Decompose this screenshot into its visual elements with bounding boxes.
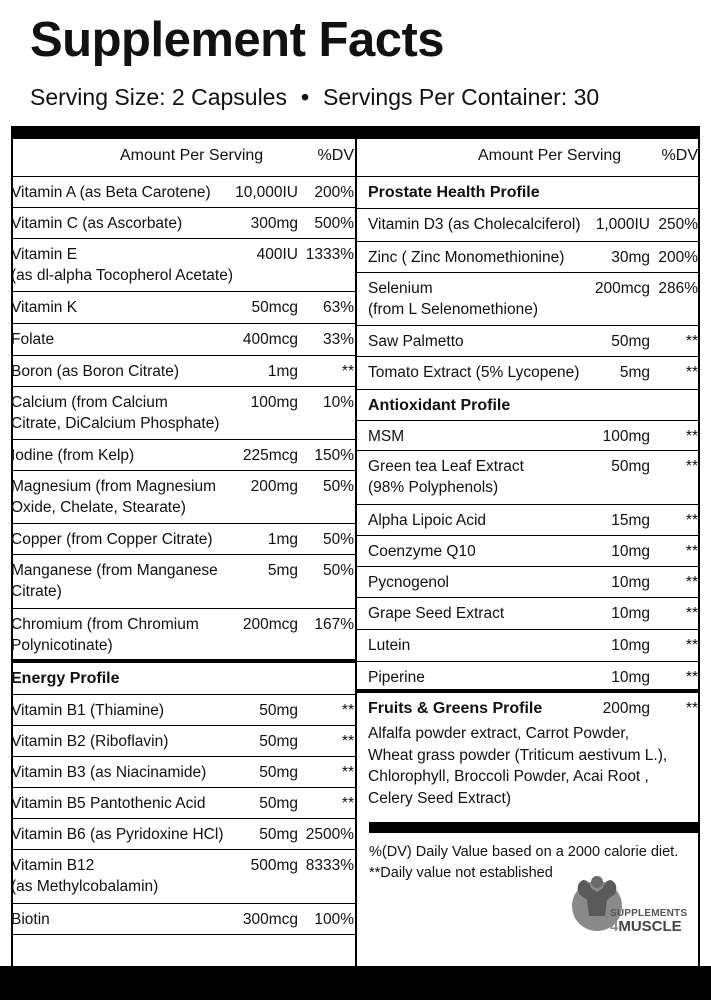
- logo-number: 4: [610, 918, 619, 935]
- left-nutrient-list: [11, 177, 355, 663]
- nutrient-dv: 100%: [314, 911, 354, 928]
- section-title: Antioxidant Profile: [368, 397, 511, 414]
- footnote-not-established: **Daily value not established: [369, 865, 553, 881]
- nutrient-name: Vitamin D3 (as Cholecalciferol): [368, 216, 581, 233]
- ingredient-line: Alfalfa powder extract, Carrot Powder,: [368, 725, 630, 742]
- nutrient-amount: 15mg: [611, 512, 650, 529]
- nutrient-amount: 10mg: [611, 605, 650, 622]
- nutrient-name: Calcium (from Calcium: [11, 394, 168, 411]
- nutrient-name: Chromium (from Chromium: [11, 616, 199, 633]
- section-title: Prostate Health Profile: [368, 184, 540, 201]
- nutrient-row: [357, 209, 700, 242]
- nutrient-dv: 8333%: [305, 857, 354, 874]
- nutrient-row: [357, 451, 700, 505]
- nutrient-row: [11, 757, 355, 788]
- nutrient-row: [11, 471, 355, 524]
- prostate-profile-heading: [357, 177, 700, 209]
- fruits-greens-block: [357, 693, 700, 819]
- nutrient-row: [357, 326, 700, 357]
- nutrient-name: Folate: [11, 331, 55, 348]
- logo-text-top: SUPPLEMENTS: [610, 908, 688, 919]
- nutrient-amount: 200mcg: [242, 616, 298, 633]
- nutrient-amount: 50mg: [259, 826, 298, 843]
- nutrient-name: Alpha Lipoic Acid: [368, 512, 487, 529]
- nutrient-row: [357, 598, 700, 630]
- energy-profile-heading: [11, 663, 355, 695]
- left-header: [11, 139, 355, 177]
- nutrient-dv: 150%: [314, 447, 354, 464]
- nutrient-dv: 33%: [322, 331, 354, 348]
- nutrient-dv: **: [341, 764, 354, 781]
- fruits-amount: 200mg: [602, 700, 650, 717]
- nutrient-name-continued: Citrate, DiCalcium Phosphate): [11, 415, 220, 432]
- fruits-ingredients: [368, 723, 698, 809]
- nutrient-dv: 1333%: [305, 246, 354, 263]
- nutrient-row: [357, 505, 700, 536]
- nutrient-amount: 50mg: [259, 733, 298, 750]
- nutrient-dv: **: [685, 512, 698, 529]
- nutrient-name: Vitamin E: [11, 246, 78, 263]
- nutrient-name: Coenzyme Q10: [368, 543, 476, 560]
- amount-header: Amount Per Serving: [120, 147, 264, 164]
- nutrient-amount: 1mg: [267, 363, 298, 380]
- nutrient-row: [11, 788, 355, 819]
- nutrient-name: Biotin: [11, 911, 50, 928]
- nutrient-amount: 10mg: [611, 669, 650, 686]
- nutrient-amount: 10mg: [611, 574, 650, 591]
- logo-word: MUSCLE: [618, 918, 682, 935]
- nutrient-name: Vitamin B1 (Thiamine): [11, 702, 165, 719]
- serving-size: Serving Size: 2 Capsules: [30, 84, 287, 110]
- nutrient-amount: 10,000IU: [235, 184, 298, 201]
- dv-header: %DV: [661, 147, 698, 164]
- nutrient-name: Vitamin B6 (as Pyridoxine HCl): [11, 826, 224, 843]
- nutrient-name: Grape Seed Extract: [368, 605, 505, 622]
- nutrient-name: Lutein: [368, 637, 411, 654]
- fruits-title: Fruits & Greens Profile: [368, 700, 543, 717]
- nutrient-amount: 225mcg: [242, 447, 298, 464]
- nutrient-amount: 50mg: [611, 333, 650, 350]
- nutrient-name: Vitamin B2 (Riboflavin): [11, 733, 169, 750]
- nutrient-name-continued: (as dl-alpha Tocopherol Acetate): [11, 267, 234, 284]
- nutrient-amount: 100mg: [602, 428, 650, 445]
- nutrient-amount: 50mg: [259, 702, 298, 719]
- nutrient-amount: 50mcg: [251, 299, 298, 316]
- nutrient-row: [11, 695, 355, 726]
- nutrient-row: [11, 555, 355, 609]
- nutrient-amount: 10mg: [611, 637, 650, 654]
- brand-logo: [571, 870, 686, 936]
- fruits-dv: **: [685, 700, 698, 717]
- section-title: Energy Profile: [11, 670, 120, 687]
- nutrient-amount: 50mg: [259, 795, 298, 812]
- nutrient-row: [357, 536, 700, 567]
- top-rule: [11, 126, 700, 139]
- nutrient-dv: **: [685, 428, 698, 445]
- nutrient-dv: 500%: [314, 215, 354, 232]
- nutrient-dv: **: [341, 733, 354, 750]
- nutrient-amount: 500mg: [250, 857, 298, 874]
- antioxidant-nutrient-list: [357, 421, 700, 693]
- nutrient-row: [357, 630, 700, 662]
- nutrient-dv: **: [341, 363, 354, 380]
- nutrient-name: Manganese (from Manganese: [11, 562, 218, 579]
- nutrient-dv: **: [685, 669, 698, 686]
- nutrient-name-continued: Oxide, Chelate, Stearate): [11, 499, 186, 516]
- nutrient-row: [357, 662, 700, 693]
- nutrient-name: Vitamin B12: [11, 857, 95, 874]
- nutrient-dv: 200%: [658, 249, 698, 266]
- nutrient-amount: 300mg: [250, 215, 298, 232]
- ingredient-line: Chlorophyll, Broccoli Powder, Acai Root ,: [368, 768, 649, 785]
- bottom-rule: [0, 966, 711, 1000]
- nutrient-amount: 50mg: [611, 458, 650, 475]
- nutrient-dv: **: [685, 605, 698, 622]
- nutrient-dv: 167%: [314, 616, 354, 633]
- nutrient-row: [357, 273, 700, 326]
- nutrient-row: [357, 242, 700, 273]
- nutrient-dv: **: [685, 574, 698, 591]
- nutrient-dv: 250%: [658, 216, 698, 233]
- nutrient-dv: 50%: [322, 478, 354, 495]
- nutrient-amount: 400mcg: [242, 331, 298, 348]
- right-header: [357, 139, 700, 177]
- nutrient-row: [11, 726, 355, 757]
- nutrient-name: Vitamin B5 Pantothenic Acid: [11, 795, 206, 812]
- serving-bullet: •: [300, 84, 310, 110]
- nutrient-dv: **: [341, 795, 354, 812]
- nutrient-dv: **: [685, 543, 698, 560]
- nutrient-dv: 50%: [322, 531, 354, 548]
- nutrient-dv: 63%: [322, 299, 354, 316]
- ingredient-line: Wheat grass powder (Triticum aestivum L.),: [368, 746, 668, 764]
- nutrient-row: [11, 904, 355, 935]
- nutrient-name: Saw Palmetto: [368, 333, 464, 350]
- nutrient-dv: 200%: [314, 184, 354, 201]
- nutrient-row: [357, 421, 700, 451]
- nutrient-name: Vitamin C (as Ascorbate): [11, 215, 183, 232]
- nutrient-amount: 50mg: [259, 764, 298, 781]
- nutrient-name: Copper (from Copper Citrate): [11, 531, 213, 548]
- nutrient-name: Piperine: [368, 669, 425, 686]
- nutrient-row: [357, 357, 700, 390]
- nutrient-name: Zinc ( Zinc Monomethionine): [368, 249, 565, 266]
- nutrient-dv: **: [685, 637, 698, 654]
- nutrient-name-continued: (98% Polyphenols): [368, 479, 499, 496]
- nutrient-name: MSM: [368, 428, 405, 445]
- nutrient-name: Vitamin K: [11, 299, 78, 316]
- energy-nutrient-list: [11, 695, 355, 935]
- ingredient-line: Celery Seed Extract): [368, 789, 511, 807]
- nutrient-row: [11, 177, 355, 208]
- nutrient-dv: 286%: [658, 280, 698, 297]
- nutrient-row: [11, 324, 355, 356]
- nutrient-row: [11, 292, 355, 324]
- nutrient-row: [11, 609, 355, 663]
- page-title: Supplement Facts: [30, 13, 445, 67]
- nutrient-name: Selenium: [368, 280, 433, 297]
- nutrient-amount: 1mg: [267, 531, 298, 548]
- nutrient-name-continued: (from L Selenomethione): [368, 301, 539, 318]
- nutrient-amount: 5mg: [267, 562, 298, 579]
- nutrient-name: Magnesium (from Magnesium: [11, 478, 217, 495]
- footnote-dv: %(DV) Daily Value based on a 2000 calorie diet.: [369, 844, 679, 860]
- nutrient-row: [357, 567, 700, 598]
- nutrient-name: Vitamin A (as Beta Carotene): [11, 184, 211, 201]
- nutrient-dv: **: [685, 458, 698, 475]
- nutrient-amount: 1,000IU: [595, 216, 650, 233]
- nutrient-name: Green tea Leaf Extract: [368, 458, 524, 475]
- nutrient-amount: 300mcg: [242, 911, 298, 928]
- nutrient-amount: 200mg: [250, 478, 298, 495]
- nutrient-name-continued: (as Methylcobalamin): [11, 878, 159, 895]
- nutrient-name: Pycnogenol: [368, 574, 450, 591]
- antioxidant-profile-heading: [357, 390, 700, 421]
- nutrient-name: Boron (as Boron Citrate): [11, 363, 179, 380]
- left-column: [11, 139, 355, 935]
- nutrient-row: [11, 387, 355, 440]
- nutrient-amount: 30mg: [611, 249, 650, 266]
- nutrient-dv: 50%: [322, 562, 354, 579]
- serving-info: [30, 84, 599, 112]
- nutrient-row: [11, 239, 355, 292]
- right-column: [357, 139, 700, 819]
- nutrient-amount: 5mg: [619, 364, 650, 381]
- amount-header: Amount Per Serving: [478, 147, 622, 164]
- footnote-rule: [369, 822, 700, 833]
- nutrient-row: [11, 440, 355, 471]
- nutrient-name-continued: Polynicotinate): [11, 637, 113, 654]
- nutrient-dv: 10%: [322, 394, 354, 411]
- nutrient-row: [11, 524, 355, 555]
- nutrient-dv: 2500%: [305, 826, 354, 843]
- logo-text-bottom: [610, 918, 682, 935]
- servings-per-container: Servings Per Container: 30: [323, 84, 600, 110]
- dv-header: %DV: [317, 147, 354, 164]
- nutrient-row: [11, 819, 355, 850]
- nutrient-amount: 10mg: [611, 543, 650, 560]
- prostate-nutrient-list: [357, 209, 700, 390]
- nutrient-name: Iodine (from Kelp): [11, 447, 135, 464]
- nutrient-dv: **: [685, 333, 698, 350]
- nutrient-row: [11, 850, 355, 904]
- nutrient-row: [11, 208, 355, 239]
- nutrient-dv: **: [685, 364, 698, 381]
- nutrient-amount: 100mg: [250, 394, 298, 411]
- nutrient-name: Tomato Extract (5% Lycopene): [368, 364, 580, 381]
- nutrient-amount: 400IU: [256, 246, 298, 263]
- nutrient-name-continued: Citrate): [11, 583, 62, 600]
- nutrient-row: [11, 356, 355, 387]
- nutrient-name: Vitamin B3 (as Niacinamide): [11, 764, 207, 781]
- nutrient-amount: 200mcg: [594, 280, 650, 297]
- nutrient-dv: **: [341, 702, 354, 719]
